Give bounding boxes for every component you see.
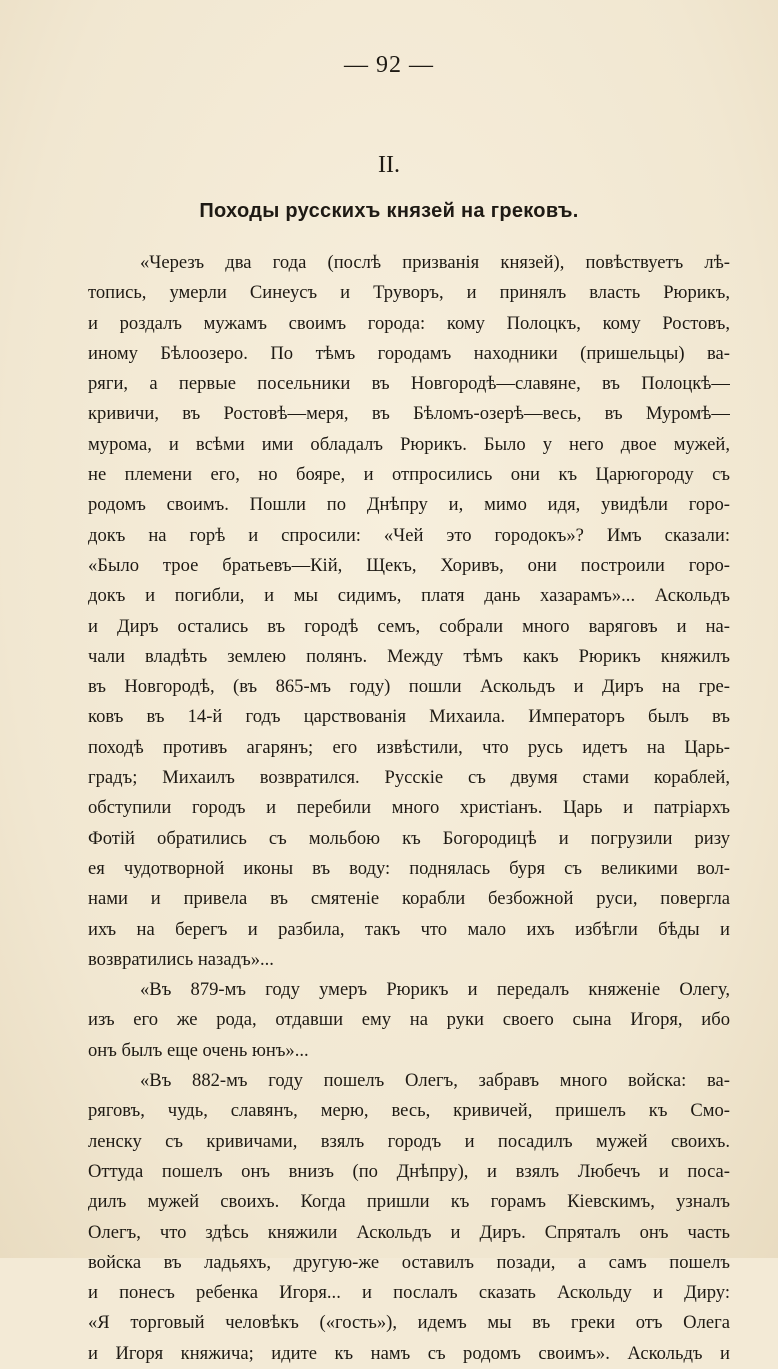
text-line: и роздалъ мужамъ своимъ города: кому Полоцкъ, кому Ростовъ, bbox=[88, 312, 730, 334]
text-line: ряговъ, чудь, славянъ, мерю, весь, кривичей, пришелъ къ Смо- bbox=[88, 1100, 730, 1122]
text-line: ряги, а первые посельники въ Новгородѣ—славяне, въ Полоцкѣ— bbox=[88, 373, 730, 395]
text-line: градъ; Михаилъ возвратился. Русскіе съ двумя стами кораблей, bbox=[88, 767, 730, 789]
page-number: — 92 — bbox=[344, 52, 434, 78]
chapter-title: Походы русскихъ князей на грековъ. bbox=[199, 200, 579, 222]
text-line: иному Бѣлоозеро. По тѣмъ городамъ находники (пришельцы) ва- bbox=[88, 342, 730, 364]
text-line: Фотій обратились съ мольбою къ Богородицѣ и погрузили ризу bbox=[88, 827, 730, 849]
text-line: возвратились назадъ»... bbox=[88, 948, 274, 970]
text-line: докъ и погибли, и мы сидимъ, платя дань хазарамъ»... Аскольдъ bbox=[88, 585, 730, 607]
text-line: Оттуда пошелъ онъ внизъ (по Днѣпру), и взялъ Любечъ и поса- bbox=[88, 1160, 730, 1182]
text-line: и Игоря княжича; идите къ намъ съ родомъ своимъ». Аскольдъ и bbox=[88, 1342, 730, 1364]
text-line: обступили городъ и перебили много христіанъ. Царь и патріархъ bbox=[88, 797, 730, 819]
text-line: «Я торговый человѣкъ («гость»), идемъ мы въ греки отъ Олега bbox=[88, 1312, 730, 1334]
text-line: «Въ 882-мъ году пошелъ Олегъ, забравъ много войска: ва- bbox=[140, 1070, 730, 1092]
text-line: «Черезъ два года (послѣ призванія князей), повѣствуетъ лѣ- bbox=[140, 252, 730, 273]
text-line: походѣ противъ агарянъ; его извѣстили, что русь идетъ на Царь- bbox=[88, 736, 730, 758]
text-line: мурома, и всѣми ими обладалъ Рюрикъ. Было у него двое мужей, bbox=[88, 433, 730, 455]
text-line: Олегъ, что здѣсь княжили Аскольдъ и Диръ. Спряталъ онъ часть bbox=[88, 1221, 730, 1243]
text-line: чали владѣть землею полянъ. Между тѣмъ какъ Рюрикъ княжилъ bbox=[88, 645, 730, 667]
text-line: кривичи, въ Ростовѣ—меря, въ Бѣломъ-озерѣ—весь, въ Муромѣ— bbox=[88, 403, 730, 425]
text-line: «Было трое братьевъ—Кій, Щекъ, Хоривъ, они построили горо- bbox=[88, 554, 730, 576]
text-line: «Въ 879-мъ году умеръ Рюрикъ и передалъ княженіе Олегу, bbox=[140, 979, 730, 1001]
text-line: и Диръ остались въ городѣ семъ, собрали много варяговъ и на- bbox=[88, 615, 730, 637]
text-line: ея чудотворной иконы въ воду: поднялась буря съ великими вол- bbox=[88, 857, 730, 879]
text-line: нами и привела въ смятеніе корабли безбожной руси, повергла bbox=[88, 888, 730, 910]
text-line: не племени его, но бояре, и отпросились они къ Царюгороду съ bbox=[88, 464, 730, 486]
text-line: ковъ въ 14-й годъ царствованія Михаила. Императоръ былъ въ bbox=[88, 706, 730, 728]
text-line: дилъ мужей своихъ. Когда пришли къ горамъ Кіевскимъ, узналъ bbox=[88, 1191, 730, 1213]
text-line: онъ былъ еще очень юнъ»... bbox=[88, 1039, 309, 1061]
text-line: докъ на горѣ и спросили: «Чей это городокъ»? Имъ сказали: bbox=[88, 524, 730, 546]
body-text bbox=[88, 248, 730, 1369]
text-line: въ Новгородѣ, (въ 865-мъ году) пошли Аскольдъ и Диръ на гре- bbox=[88, 676, 730, 698]
text-line: изъ его же рода, отдавши ему на руки своего сына Игоря, ибо bbox=[88, 1009, 730, 1031]
text-line: войска въ ладьяхъ, другую-же оставилъ позади, а самъ пошелъ bbox=[88, 1251, 730, 1273]
text-line: ленску съ кривичами, взялъ городъ и посадилъ мужей своихъ. bbox=[88, 1130, 730, 1152]
section-number: II. bbox=[378, 152, 400, 178]
text-line: и понесъ ребенка Игоря... и послалъ сказать Аскольду и Диру: bbox=[88, 1282, 730, 1304]
text-line: родомъ своимъ. Пошли по Днѣпру и, мимо идя, увидѣли горо- bbox=[88, 494, 730, 516]
text-line: ихъ на берегъ и разбила, такъ что мало ихъ избѣгли бѣды и bbox=[88, 918, 730, 940]
text-line: топись, умерли Синеусъ и Труворъ, и принялъ власть Рюрикъ, bbox=[88, 282, 730, 304]
